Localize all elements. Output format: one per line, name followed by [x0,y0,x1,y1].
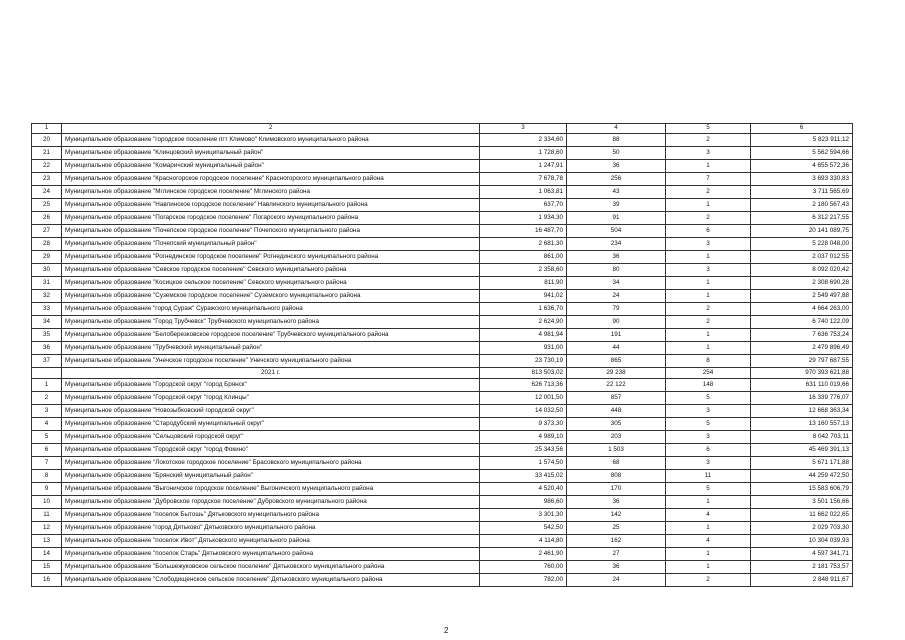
amount-value: 2 308 690,28 [751,277,853,290]
area-value: 931,00 [480,342,567,355]
amount-value: 3 711 565,69 [751,186,853,199]
houses-count: 1 [666,522,751,535]
houses-count: 2 [666,303,751,316]
amount-value: 3 501 156,66 [751,496,853,509]
row-number: 31 [32,277,62,290]
municipality-name: Муниципальное образование "Красногорское городское поселение" Красногорского муниципального района [62,173,480,186]
amount-value: 20 141 089,75 [751,225,853,238]
amount-value: 7 636 753,24 [751,329,853,342]
area-value: 9 373,30 [480,418,567,431]
municipality-name: Муниципальное образование "Дубровское городское поселение" Дубровского муниципального района [62,496,480,509]
table-row [32,405,853,418]
amount-value: 15 583 606,79 [751,483,853,496]
residents-count: 88 [567,134,666,147]
table-row [32,548,853,561]
table-row [32,186,853,199]
row-number: 6 [32,444,62,457]
houses-count: 2 [666,316,751,329]
area-value: 4 989,10 [480,431,567,444]
area-value: 2 334,60 [480,134,567,147]
row-number: 22 [32,160,62,173]
houses-count: 2 [666,212,751,225]
houses-count: 148 [666,379,751,392]
table-row [32,483,853,496]
municipality-name: Муниципальное образование "Почепский муниципальный район" [62,238,480,251]
houses-count: 8 [666,355,751,368]
residents-count: 36 [567,561,666,574]
municipality-name: Муниципальное образование "Локотское городское поселение" Брасовского муниципального района [62,457,480,470]
amount-value: 6 740 122,09 [751,316,853,329]
row-number: 24 [32,186,62,199]
year-amount-total: 970 393 621,88 [751,368,853,379]
row-number: 21 [32,147,62,160]
table-row [32,561,853,574]
municipality-name: Муниципальное образование "Рогнединское городское поселение" Рогнединского муниципального района [62,251,480,264]
amount-value: 5 562 594,66 [751,147,853,160]
area-value: 941,02 [480,290,567,303]
row-number: 20 [32,134,62,147]
municipality-name: Муниципальное образование "Мглинское городское поселение" Мглинского района [62,186,480,199]
area-value: 16 487,70 [480,225,567,238]
row-number: 26 [32,212,62,225]
table-row [32,199,853,212]
area-value: 1 574,50 [480,457,567,470]
municipality-name: Муниципальное образование "город Сураж" Суражского муниципального района [62,303,480,316]
row-number: 3 [32,405,62,418]
table-row [32,212,853,225]
municipality-name: Муниципальное образование "поселок Бытошь" Дятьковского муниципального района [62,509,480,522]
year-total-row [32,368,853,379]
residents-count: 22 122 [567,379,666,392]
table-row [32,225,853,238]
row-number: 12 [32,522,62,535]
header-row [32,124,853,134]
area-value: 811,90 [480,277,567,290]
municipality-name: Муниципальное образование "Комаричский муниципальный район" [62,160,480,173]
row-number: 25 [32,199,62,212]
residents-count: 36 [567,496,666,509]
row-number: 13 [32,535,62,548]
municipality-name: Муниципальное образование "Новозыбковский городской округ" [62,405,480,418]
table-row [32,277,853,290]
residents-count: 44 [567,342,666,355]
residents-count: 865 [567,355,666,368]
amount-value: 2 029 703,30 [751,522,853,535]
residents-count: 79 [567,303,666,316]
residents-count: 34 [567,277,666,290]
amount-value: 16 339 776,07 [751,392,853,405]
residents-count: 39 [567,199,666,212]
row-number: 1 [32,379,62,392]
header-cell: 6 [751,124,853,134]
table-row [32,238,853,251]
houses-count: 1 [666,160,751,173]
table-row [32,379,853,392]
table-row [32,290,853,303]
table-row [32,134,853,147]
houses-count: 2 [666,186,751,199]
table-row [32,264,853,277]
residents-count: 504 [567,225,666,238]
residents-count: 50 [567,147,666,160]
municipality-name: Муниципальное образование "Город Трубчевск" Трубчевского муниципального района [62,316,480,329]
municipality-name: Муниципальное образование "Почепское городское поселение" Почепского муниципального района [62,225,480,238]
amount-value: 29 797 687,55 [751,355,853,368]
area-value: 1 934,30 [480,212,567,225]
row-number: 30 [32,264,62,277]
area-value: 2 358,60 [480,264,567,277]
amount-value: 4 664 263,00 [751,303,853,316]
table-row [32,535,853,548]
houses-count: 3 [666,264,751,277]
row-number: 11 [32,509,62,522]
table-row [32,303,853,316]
row-number: 10 [32,496,62,509]
houses-count: 5 [666,392,751,405]
houses-count: 1 [666,561,751,574]
header-cell: 5 [666,124,751,134]
municipality-name: Муниципальное образование "Стародубский муниципальный округ" [62,418,480,431]
row-number: 8 [32,470,62,483]
row-number: 5 [32,431,62,444]
table-body [32,124,853,587]
area-value: 33 415,02 [480,470,567,483]
amount-value: 11 662 022,65 [751,509,853,522]
residents-count: 24 [567,574,666,587]
table-row [32,574,853,587]
table-row [32,329,853,342]
houses-count: 5 [666,483,751,496]
houses-count: 1 [666,548,751,561]
row-number: 35 [32,329,62,342]
municipality-name: Муниципальное образование "Брянский муниципальный район" [62,470,480,483]
houses-count: 3 [666,405,751,418]
houses-count: 3 [666,457,751,470]
row-number: 9 [32,483,62,496]
area-value: 23 730,19 [480,355,567,368]
houses-count: 11 [666,470,751,483]
row-number: 36 [32,342,62,355]
row-number: 14 [32,548,62,561]
houses-count: 6 [666,225,751,238]
houses-count: 6 [666,444,751,457]
residents-count: 203 [567,431,666,444]
area-value: 1 728,60 [480,147,567,160]
amount-value: 2 848 911,67 [751,574,853,587]
row-number: 2 [32,392,62,405]
residents-count: 808 [567,470,666,483]
residents-count: 170 [567,483,666,496]
municipality-name: Муниципальное образование "Трубчевский муниципальный район" [62,342,480,355]
municipality-name: Муниципальное образование "Слободищенское сельское поселение" Дятьковского муниципального района [62,574,480,587]
area-value: 3 301,30 [480,509,567,522]
amount-value: 5 228 048,00 [751,238,853,251]
municipality-name: Муниципальное образование "Сельцовский городской округ" [62,431,480,444]
year-houses-total: 254 [666,368,751,379]
row-number: 7 [32,457,62,470]
amount-value: 2 181 753,57 [751,561,853,574]
header-cell: 3 [480,124,567,134]
municipality-name: Муниципальное образование "Суземское городское поселение" Суземского муниципального района [62,290,480,303]
table-row [32,496,853,509]
houses-count: 1 [666,251,751,264]
municipality-name: Муниципальное образование "городское поселение пгт Климово" Климовского муниципального района [62,134,480,147]
residents-count: 256 [567,173,666,186]
header-cell: 1 [32,124,62,134]
residents-count: 68 [567,457,666,470]
area-value: 760,00 [480,561,567,574]
data-table [31,123,853,587]
area-value: 2 681,30 [480,238,567,251]
area-value: 626 713,36 [480,379,567,392]
area-value: 861,00 [480,251,567,264]
residents-count: 24 [567,290,666,303]
area-value: 4 114,80 [480,535,567,548]
residents-count: 1 503 [567,444,666,457]
year-area-total: 813 503,02 [480,368,567,379]
houses-count: 2 [666,134,751,147]
table-row [32,509,853,522]
municipality-name: Муниципальное образование "Севское городское поселение" Севского муниципального района [62,264,480,277]
year-label: 2021 г. [62,368,480,379]
table-row [32,160,853,173]
amount-value: 6 312 217,55 [751,212,853,225]
row-number: 28 [32,238,62,251]
area-value: 782,00 [480,574,567,587]
area-value: 25 343,56 [480,444,567,457]
area-value: 12 001,50 [480,392,567,405]
header-cell: 2 [62,124,480,134]
row-number: 15 [32,561,62,574]
area-value: 1 636,70 [480,303,567,316]
houses-count: 4 [666,509,751,522]
row-number: 29 [32,251,62,264]
area-value: 4 981,94 [480,329,567,342]
table-row [32,392,853,405]
residents-count: 191 [567,329,666,342]
row-number: 4 [32,418,62,431]
table-row [32,251,853,264]
residents-count: 90 [567,316,666,329]
houses-count: 1 [666,496,751,509]
residents-count: 36 [567,251,666,264]
row-number: 37 [32,355,62,368]
houses-count: 7 [666,173,751,186]
municipality-name: Муниципальное образование "Белоберезковское городское поселение" Трубчевского муниципального района [62,329,480,342]
amount-value: 10 304 039,93 [751,535,853,548]
row-number: 16 [32,574,62,587]
residents-count: 142 [567,509,666,522]
houses-count: 3 [666,147,751,160]
table-row [32,147,853,160]
area-value: 542,50 [480,522,567,535]
houses-count: 1 [666,277,751,290]
municipality-name: Муниципальное образование "Большежуковское сельское поселение" Дятьковского муниципального района [62,561,480,574]
houses-count: 1 [666,342,751,355]
houses-count: 2 [666,574,751,587]
residents-count: 25 [567,522,666,535]
residents-count: 448 [567,405,666,418]
year-residents-total: 29 238 [567,368,666,379]
municipality-name: Муниципальное образование "город Дятьково" Дятьковского муниципального района [62,522,480,535]
header-cell: 4 [567,124,666,134]
houses-count: 1 [666,199,751,212]
table-row [32,470,853,483]
municipality-name: Муниципальное образование "Клинцовский муниципальный район" [62,147,480,160]
houses-count: 3 [666,238,751,251]
table-row [32,418,853,431]
amount-value: 44 259 472,50 [751,470,853,483]
residents-count: 27 [567,548,666,561]
residents-count: 857 [567,392,666,405]
houses-count: 3 [666,431,751,444]
table-row [32,457,853,470]
municipality-name: Муниципальное образование "Городской округ "город Брянск" [62,379,480,392]
empty-cell [32,368,62,379]
residents-count: 234 [567,238,666,251]
table-row [32,316,853,329]
table-row [32,431,853,444]
amount-value: 5 671 171,88 [751,457,853,470]
row-number: 23 [32,173,62,186]
municipality-name: Муниципальное образование "Косицкое сельское поселение" Севского муниципального района [62,277,480,290]
municipality-name: Муниципальное образование "Унечское городское поселение" Унечского муниципального района [62,355,480,368]
area-value: 2 624,90 [480,316,567,329]
row-number: 33 [32,303,62,316]
table-row [32,522,853,535]
amount-value: 4 655 572,36 [751,160,853,173]
amount-value: 4 597 341,71 [751,548,853,561]
amount-value: 5 823 911,12 [751,134,853,147]
area-value: 2 461,90 [480,548,567,561]
municipality-name: Муниципальное образование "Городской округ "город Фокино" [62,444,480,457]
page-number: 2 [444,626,449,635]
residents-count: 91 [567,212,666,225]
municipality-name: Муниципальное образование "поселок Старь" Дятьковского муниципального района [62,548,480,561]
row-number: 27 [32,225,62,238]
table-row [32,173,853,186]
residents-count: 305 [567,418,666,431]
houses-count: 5 [666,418,751,431]
amount-value: 2 037 012,55 [751,251,853,264]
municipality-name: Муниципальное образование "Городской округ "город Клинцы" [62,392,480,405]
municipality-name: Муниципальное образование "поселок Ивот" Дятьковского муниципального района [62,535,480,548]
amount-value: 631 110 019,66 [751,379,853,392]
amount-value: 45 469 391,13 [751,444,853,457]
houses-count: 1 [666,329,751,342]
residents-count: 162 [567,535,666,548]
area-value: 4 520,40 [480,483,567,496]
amount-value: 8 042 703,11 [751,431,853,444]
area-value: 14 032,50 [480,405,567,418]
amount-value: 2 180 567,43 [751,199,853,212]
residents-count: 80 [567,264,666,277]
row-number: 34 [32,316,62,329]
amount-value: 13 160 557,13 [751,418,853,431]
residents-count: 36 [567,160,666,173]
table-row [32,444,853,457]
area-value: 7 678,78 [480,173,567,186]
area-value: 637,70 [480,199,567,212]
table-row [32,342,853,355]
amount-value: 2 479 896,49 [751,342,853,355]
area-value: 986,60 [480,496,567,509]
amount-value: 3 693 330,83 [751,173,853,186]
amount-value: 2 549 497,88 [751,290,853,303]
municipality-name: Муниципальное образование "Выгоничское городское поселение" Выгоничского муниципального района [62,483,480,496]
area-value: 1 247,91 [480,160,567,173]
table-row [32,355,853,368]
houses-count: 4 [666,535,751,548]
municipality-name: Муниципальное образование "Погарское городское поселение" Погарского муниципального района [62,212,480,225]
amount-value: 12 668 363,34 [751,405,853,418]
residents-count: 43 [567,186,666,199]
area-value: 1 063,81 [480,186,567,199]
row-number: 32 [32,290,62,303]
amount-value: 8 092 020,42 [751,264,853,277]
houses-count: 1 [666,290,751,303]
municipality-name: Муниципальное образование "Навлинское городское поселение" Навлинского муниципального района [62,199,480,212]
